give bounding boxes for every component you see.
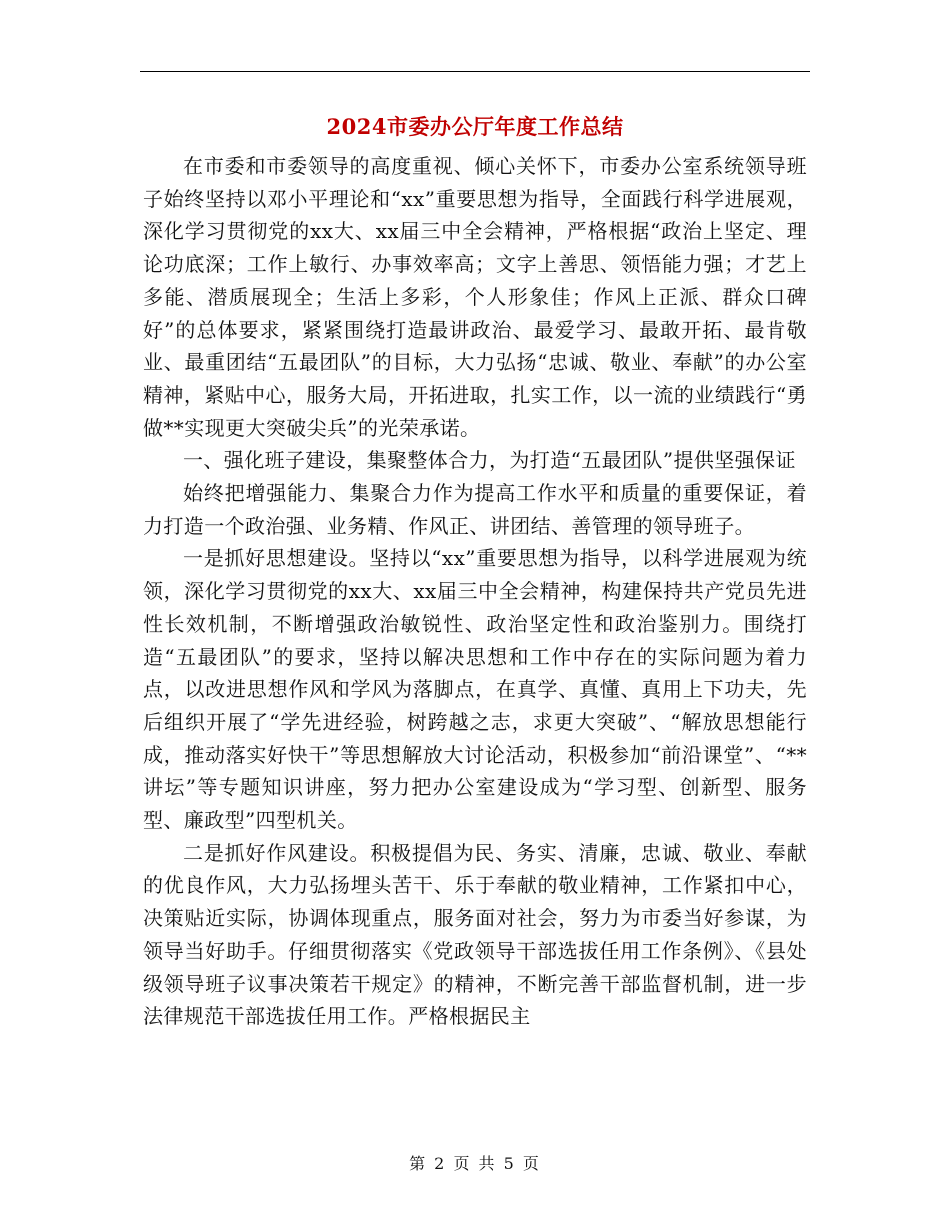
page-number-footer: 第 2 页 共 5 页: [409, 1154, 541, 1173]
header-rule: [140, 71, 810, 72]
paragraph-intro: 在市委和市委领导的高度重视、倾心关怀下，市委办公室系统领导班子始终坚持以邓小平理论和“xx”重要思想为指导，全面践行科学进展观，深化学习贯彻党的xx大、xx届三中全会精神，严格根据“政治上坚定、理论功底深；工作上敏行、办事效率高；文字上善思、领悟能力强；才艺上多能、潜质展现全；生活上多彩，个人形象佳；作风上正派、群众口碑好”的总体要求，紧紧围绕打造最讲政治、最爱学习、最敢开拓、最肯敬业、最重团结“五最团队”的目标，大力弘扬“忠诚、敬业、奉献”的办公室精神，紧贴中心，服务大局，开拓进取，扎实工作，以一流的业绩践行“勇做**实现更大突破尖兵”的光荣承诺。: [143, 154, 807, 440]
section-heading-1: 一、强化班子建设，集聚整体合力，为打造“五最团队”提供坚强保证: [183, 448, 796, 473]
paragraph-section-1-summary: 始终把增强能力、集聚合力作为提高工作水平和质量的重要保证，着力打造一个政治强、业务精、作风正、讲团结、善管理的领导班子。: [143, 481, 807, 538]
document-title: 2024市委办公厅年度工作总结: [326, 114, 624, 139]
document-body: [143, 150, 807, 1033]
paragraph-ideological-building: 一是抓好思想建设。坚持以“xx”重要思想为指导，以科学进展观为统领，深化学习贯彻党的xx大、xx届三中全会精神，构建保持共产党员先进性长效机制，不断增强政治敏锐性、政治坚定性和政治鉴别力。围绕打造“五最团队”的要求，坚持以解决思想和工作中存在的实际问题为着力点，以改进思想作风和学风为落脚点，在真学、真懂、真用上下功夫，先后组织开展了“学先进经验，树跨越之志，求更大突破”、“解放思想能行成，推动落实好快干”等思想解放大讨论活动，积极参加“前沿课堂”、“**讲坛”等专题知识讲座，努力把办公室建设成为“学习型、创新型、服务型、廉政型”四型机关。: [143, 546, 807, 833]
paragraph-work-style-building: 二是抓好作风建设。积极提倡为民、务实、清廉，忠诚、敬业、奉献的优良作风，大力弘扬埋头苦干、乐于奉献的敬业精神，工作紧扣中心，决策贴近实际，协调体现重点，服务面对社会，努力为市委当好参谋，为领导当好助手。仔细贯彻落实《党政领导干部选拔任用工作条例》、《县处级领导班子议事决策若干规定》的精神，不断完善干部监督机制，进一步法律规范干部选拔任用工作。严格根据民主: [143, 840, 807, 1029]
